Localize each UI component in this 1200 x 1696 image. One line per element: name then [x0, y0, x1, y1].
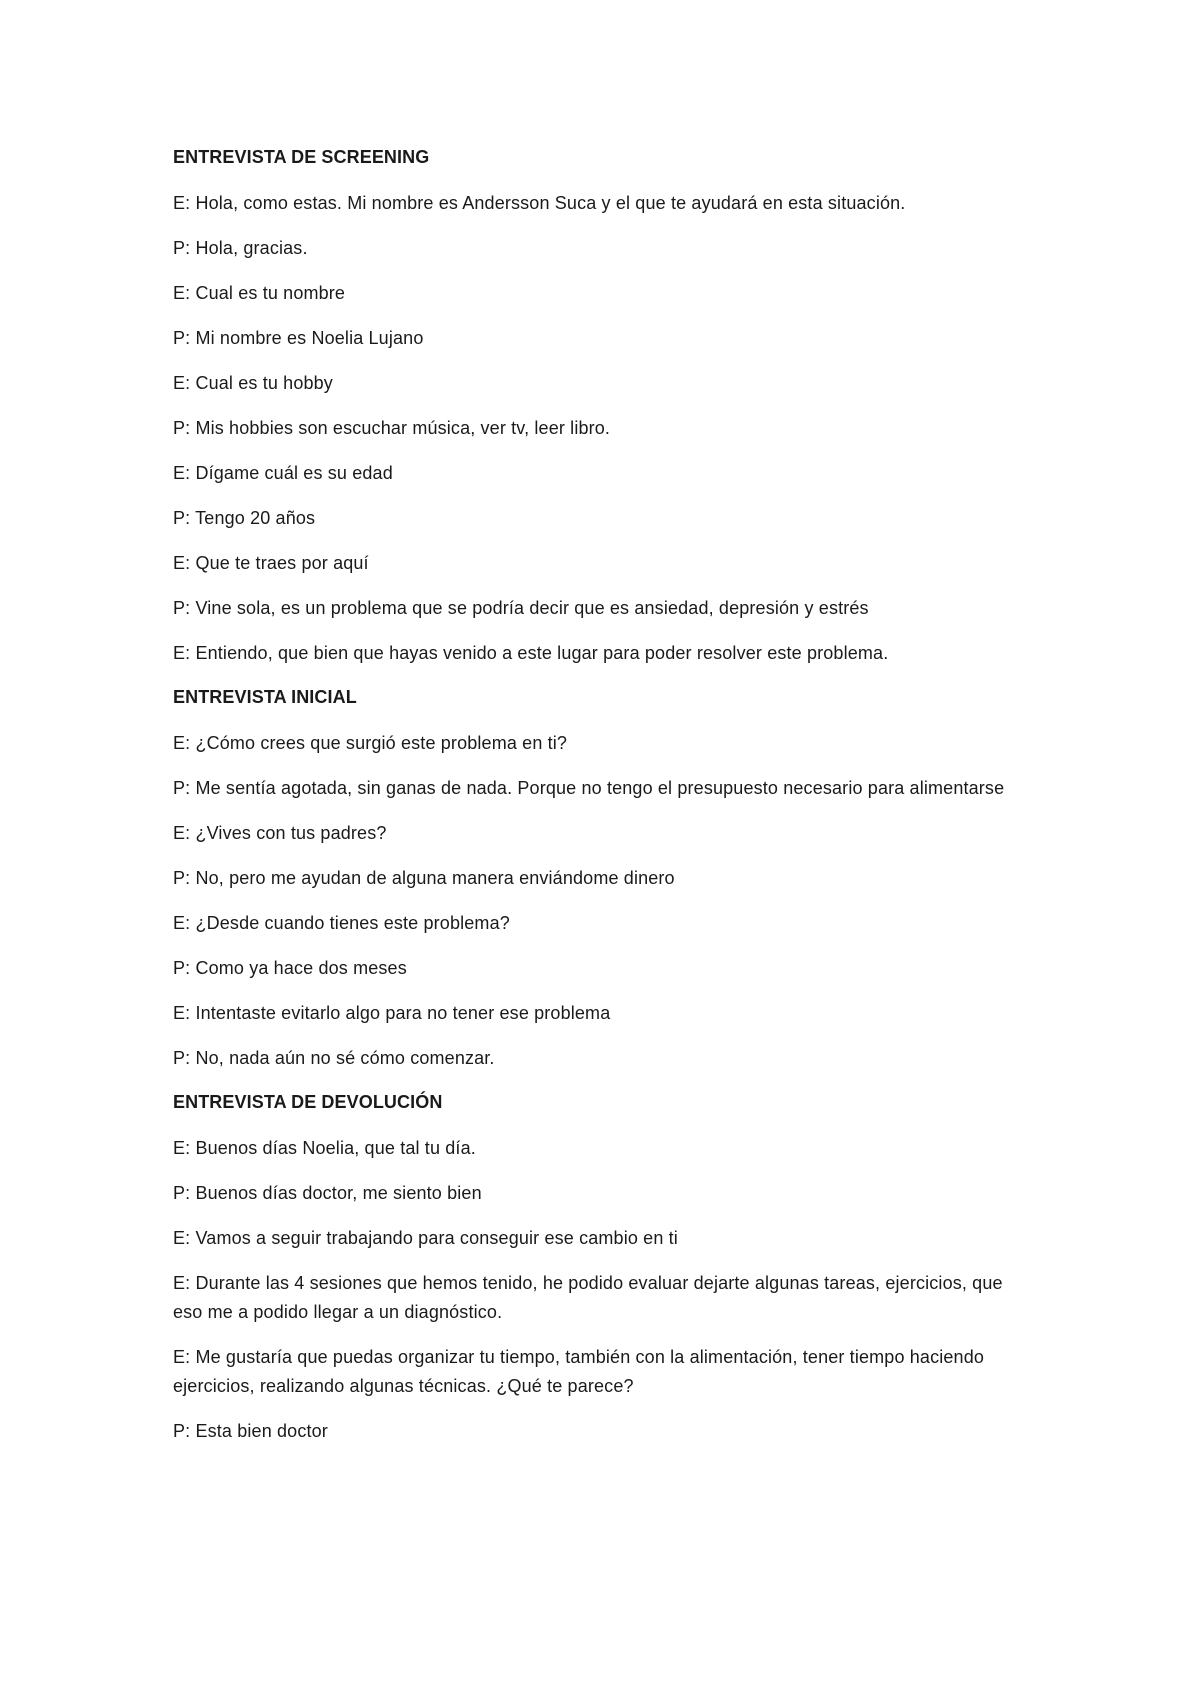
section-inicial: [173, 684, 1033, 1073]
dialogue-line: P: Me sentía agotada, sin ganas de nada. Porque no tengo el presupuesto necesario para alimentarse: [173, 778, 1005, 798]
dialogue-line: P: Esta bien doctor: [173, 1421, 328, 1441]
dialogue-line: E: Entiendo, que bien que hayas venido a este lugar para poder resolver este problema.: [173, 643, 889, 663]
dialogue-line: P: Mi nombre es Noelia Lujano: [173, 328, 424, 348]
dialogue-line: E: ¿Desde cuando tienes este problema?: [173, 913, 510, 933]
dialogue-line: P: No, pero me ayudan de alguna manera enviándome dinero: [173, 868, 675, 888]
document-page: [173, 144, 1033, 1462]
section-title-devolucion: ENTREVISTA DE DEVOLUCIÓN: [173, 1092, 443, 1112]
dialogue-line: E: Cual es tu hobby: [173, 373, 333, 393]
dialogue-line: P: Como ya hace dos meses: [173, 958, 407, 978]
dialogue-line: E: Hola, como estas. Mi nombre es Andersson Suca y el que te ayudará en esta situación.: [173, 193, 906, 213]
dialogue-line: E: Que te traes por aquí: [173, 553, 369, 573]
dialogue-line: P: No, nada aún no sé cómo comenzar.: [173, 1048, 495, 1068]
dialogue-line: E: Me gustaría que puedas organizar tu tiempo, también con la alimentación, tener tiempo haciendo ejercicios, realizando algunas técnicas. ¿Qué te parece?: [173, 1347, 985, 1396]
dialogue-line: E: Buenos días Noelia, que tal tu día.: [173, 1138, 476, 1158]
dialogue-line: P: Vine sola, es un problema que se podría decir que es ansiedad, depresión y estrés: [173, 598, 869, 618]
section-title-inicial: ENTREVISTA INICIAL: [173, 687, 357, 707]
section-title-screening: ENTREVISTA DE SCREENING: [173, 147, 430, 167]
dialogue-line: P: Tengo 20 años: [173, 508, 316, 528]
dialogue-line: E: ¿Vives con tus padres?: [173, 823, 387, 843]
dialogue-line: E: Vamos a seguir trabajando para conseguir ese cambio en ti: [173, 1228, 678, 1248]
section-screening: [173, 144, 1033, 668]
dialogue-line: P: Buenos días doctor, me siento bien: [173, 1183, 482, 1203]
section-devolucion: [173, 1089, 1033, 1446]
dialogue-line: E: Intentaste evitarlo algo para no tener ese problema: [173, 1003, 611, 1023]
dialogue-line: P: Mis hobbies son escuchar música, ver tv, leer libro.: [173, 418, 611, 438]
dialogue-line: E: ¿Cómo crees que surgió este problema en ti?: [173, 733, 568, 753]
dialogue-line: E: Durante las 4 sesiones que hemos tenido, he podido evaluar dejarte algunas tareas, ejercicios, que eso me a podido llegar a un diagnóstico.: [173, 1273, 1003, 1322]
dialogue-line: P: Hola, gracias.: [173, 238, 308, 258]
dialogue-line: E: Cual es tu nombre: [173, 283, 346, 303]
dialogue-line: E: Dígame cuál es su edad: [173, 463, 393, 483]
